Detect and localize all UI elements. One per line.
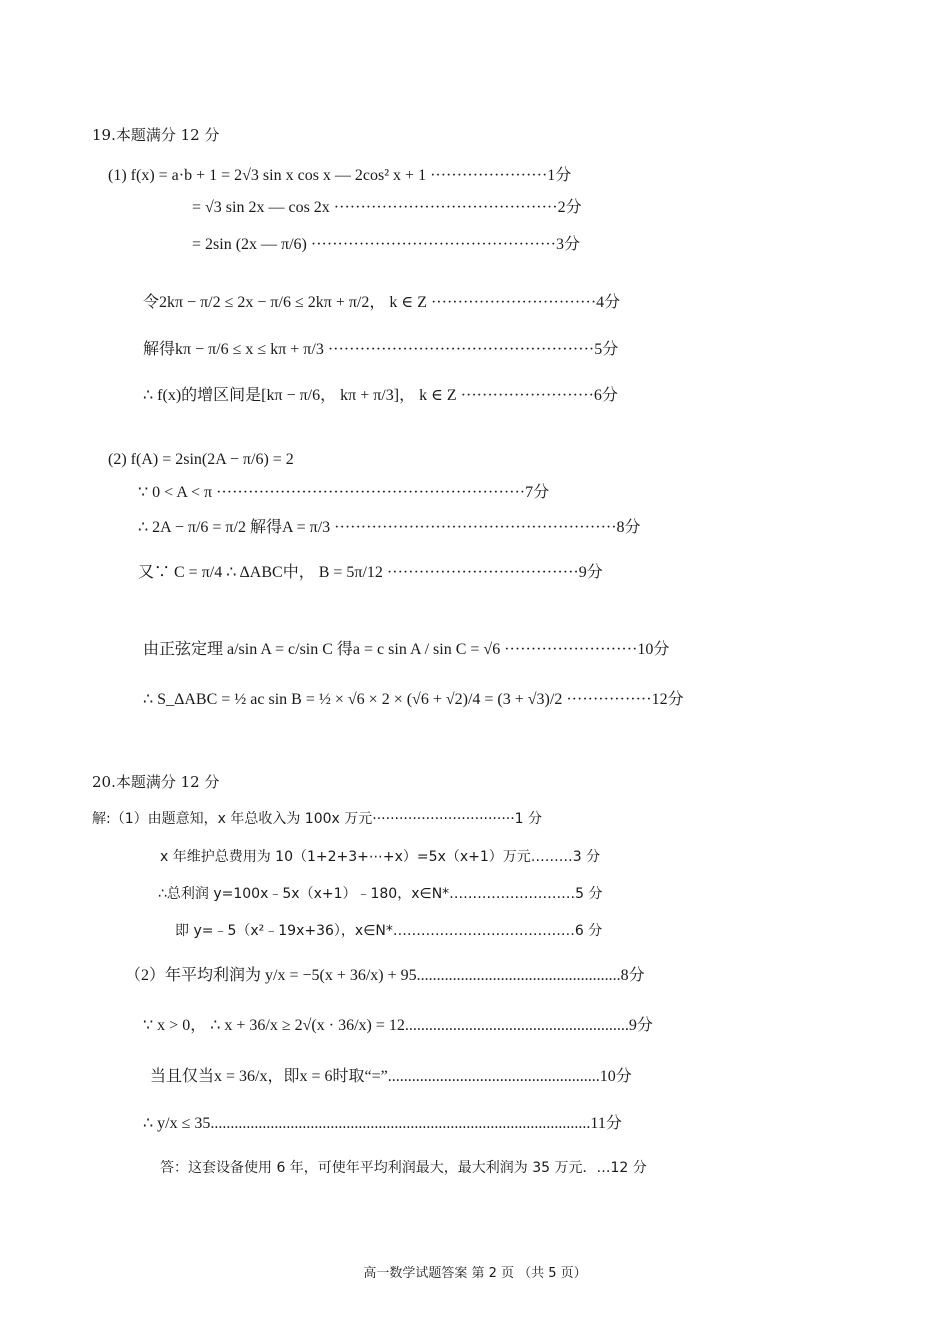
q19-part1-line-2: = √3 sin 2x — cos 2x ··········································2分 [192,199,582,216]
q20-line-4: 即 y=﹣5（x²﹣19x+36），x∈N*…………………………………6 分 [175,923,603,939]
q19-part1-line-3: = 2sin (2x — π/6) ··············································3分 [192,236,580,253]
q19-part1-line-6: ∴ f(x)的增区间是[kπ − π/6， kπ + π/3]， k ∈ Z ·························6分 [143,387,618,404]
page-footer: 高一数学试题答案 第 2 页 （共 5 页） [363,1266,587,1281]
q20-title: 20.本题满分 12 分 [92,773,220,791]
q19-title: 19.本题满分 12 分 [92,126,220,144]
q20-line-5: （2）年平均利润为 y/x = −5(x + 36/x) + 95...................................................8分 [125,967,645,984]
q20-line-2: x 年维护总费用为 10（1+2+3+⋯+x）=5x（x+1）万元………3 分 [160,849,601,865]
q19-part2-line-1: (2) f(A) = 2sin(2A − π/6) = 2 [108,451,294,468]
q20-answer: 答：这套设备使用 6 年，可使年平均利润最大，最大利润为 35 万元．…12 分 [160,1160,647,1176]
q20-line-8: ∴ y/x ≤ 35...............................................................................................11分 [143,1115,622,1132]
q20-line-7: 当且仅当x = 36/x，即x = 6时取“=”.....................................................10分 [150,1068,632,1085]
q20-line-6: ∵ x > 0， ∴ x + 36/x ≥ 2√(x · 36/x) = 12........................................................9分 [143,1017,653,1034]
q19-part1-line-5: 解得kπ − π/6 ≤ x ≤ kπ + π/3 ··················································5分 [143,341,619,358]
q19-part2-line-4: 又∵ C = π/4 ∴ ΔABC中， B = 5π/12 ····································9分 [138,564,603,581]
q19-part2-line-3: ∴ 2A − π/6 = π/2 解得A = π/3 ·····················································8分 [138,519,641,536]
q19-part2-line-2: ∵ 0 < A < π ··························································7分 [138,484,550,501]
q19-part2-line-6: ∴ S_ΔABC = ½ ac sin B = ½ × √6 × 2 × (√6 + √2)/4 = (3 + √3)/2 ················12分 [143,691,684,708]
q20-line-3: ∴总利润 y=100x﹣5x（x+1）﹣180，x∈N*………………………5 分 [158,886,603,902]
q19-part2-line-5: 由正弦定理 a/sin A = c/sin C 得a = c sin A / sin C = √6 ·························10分 [143,641,670,658]
q19-part1-line-4: 令2kπ − π/2 ≤ 2x − π/6 ≤ 2kπ + π/2， k ∈ Z ·······························4分 [143,294,621,311]
q19-part1-line-1: (1) f(x) = a·b + 1 = 2√3 sin x cos x — 2cos² x + 1 ······················1分 [108,167,572,184]
q20-line-1: 解:（1）由题意知，x 年总收入为 100x 万元································1 分 [92,811,543,827]
